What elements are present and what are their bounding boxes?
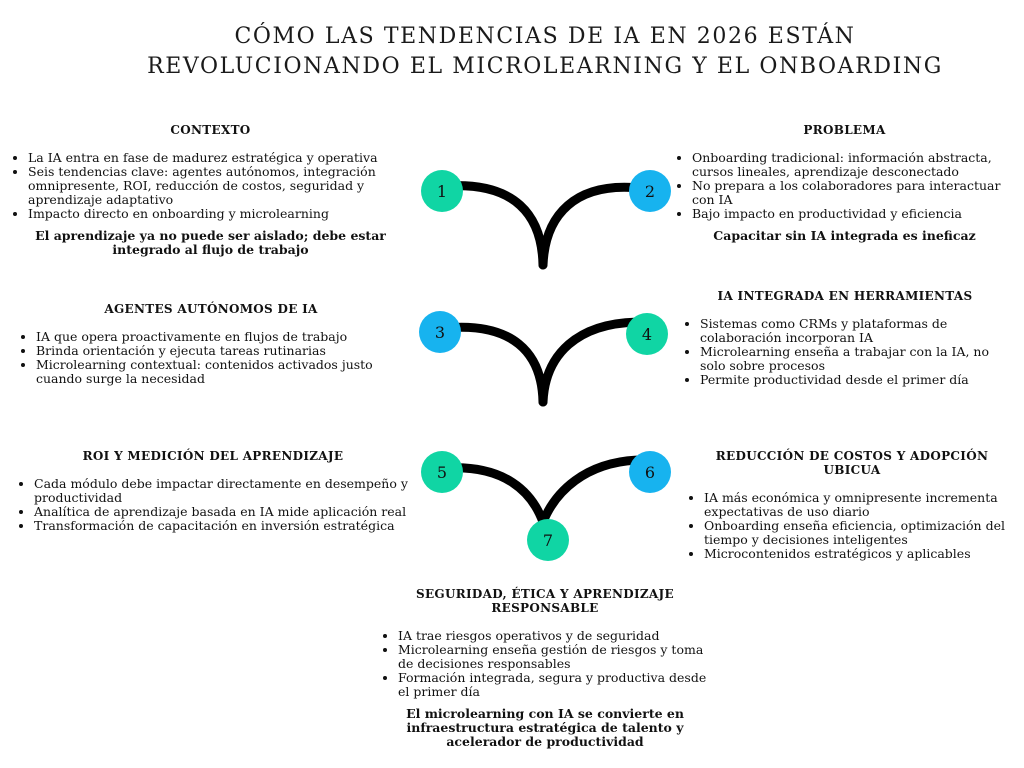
bullet-item: • Cada módulo debe impactar directamente en desempeño y productividad	[34, 477, 412, 505]
step-6-circle	[629, 451, 671, 493]
bullet-item: • Onboarding enseña eficiencia, optimización del tiempo y decisiones inteligentes	[704, 519, 1020, 547]
bullet-item: • Permite productividad desde el primer día	[700, 373, 1010, 387]
section-heading: CONTEXTO	[170, 123, 251, 137]
bullet-item: • Sistemas como CRMs y plataformas de colaboración incorporan IA	[700, 317, 1010, 345]
section-seguridad	[378, 587, 712, 749]
bullet-item: • Onboarding tradicional: información abstracta, cursos lineales, aprendizaje desconectado	[692, 151, 1017, 179]
step-2-circle	[629, 170, 671, 212]
section-summary: Capacitar sin IA integrada es ineficaz	[713, 228, 976, 243]
section-heading: IA INTEGRADA EN HERRAMIENTAS	[717, 289, 973, 303]
bullet-item: • La IA entra en fase de madurez estratégica y operativa	[28, 151, 413, 165]
bullet-item: • Microlearning enseña gestión de riesgos y toma de decisiones responsables	[398, 643, 712, 671]
bullet-item: • Microcontenidos estratégicos y aplicables	[704, 547, 1020, 561]
section-heading: REDUCCIÓN DE COSTOS Y ADOPCIÓN UBICUA	[715, 449, 989, 477]
step-5-number: 5	[436, 462, 448, 482]
section-agentes	[16, 302, 406, 386]
connector-curve-6-7	[543, 460, 639, 522]
step-7-number: 7	[542, 530, 554, 550]
bullet-item: • IA trae riesgos operativos y de seguridad	[398, 629, 712, 643]
bullet-item: • Analítica de aprendizaje basada en IA mide aplicación real	[34, 505, 412, 519]
bullet-item: • Impacto directo en onboarding y microlearning	[28, 207, 413, 221]
bullet-item: • Brinda orientación y ejecuta tareas rutinarias	[36, 344, 406, 358]
step-5-circle	[421, 451, 463, 493]
step-3-circle	[419, 311, 461, 353]
step-1-number: 1	[436, 181, 448, 201]
step-7-circle	[527, 519, 569, 561]
section-heading: AGENTES AUTÓNOMOS DE IA	[104, 302, 318, 316]
title-line-2: REVOLUCIONANDO EL MICROLEARNING Y EL ONBOARDING	[147, 54, 943, 79]
bullet-item: • IA más económica y omnipresente incrementa expectativas de uso diario	[704, 491, 1020, 519]
section-heading: PROBLEMA	[803, 123, 886, 137]
section-herramientas	[680, 289, 1010, 387]
bullet-item: • Bajo impacto en productividad y eficiencia	[692, 207, 1017, 221]
section-heading: SEGURIDAD, ÉTICA Y APRENDIZAJE RESPONSABLE	[416, 587, 674, 615]
step-4-number: 4	[641, 324, 653, 344]
connector-curve-1-2-right	[543, 187, 639, 265]
bullet-item: • No prepara a los colaboradores para interactuar con IA	[692, 179, 1017, 207]
section-contexto	[8, 123, 413, 257]
bullet-item: • Transformación de capacitación en inversión estratégica	[34, 519, 412, 533]
section-problema	[672, 123, 1017, 243]
step-4-circle	[626, 313, 668, 355]
bullet-item: • Microlearning contextual: contenidos activados justo cuando surge la necesidad	[36, 358, 406, 386]
title-line-1: CÓMO LAS TENDENCIAS DE IA EN 2026 ESTÁN	[234, 24, 856, 49]
bullet-item: • IA que opera proactivamente en flujos de trabajo	[36, 330, 406, 344]
bullet-item: • Microlearning enseña a trabajar con la IA, no solo sobre procesos	[700, 345, 1010, 373]
step-2-number: 2	[644, 181, 656, 201]
step-1-circle	[421, 170, 463, 212]
section-summary: El aprendizaje ya no puede ser aislado; debe estar integrado al flujo de trabajo	[35, 228, 386, 257]
section-summary: El microlearning con IA se convierte en infraestructura estratégica de talento y acelerador de productividad	[406, 706, 684, 749]
bullet-item: • Seis tendencias clave: agentes autónomos, integración omnipresente, ROI, reducción de costos, seguridad y aprendizaje adaptativo	[28, 165, 413, 207]
bullet-item: • Formación integrada, segura y productiva desde el primer día	[398, 671, 712, 699]
step-3-number: 3	[434, 322, 446, 342]
section-heading: ROI Y MEDICIÓN DEL APRENDIZAJE	[82, 449, 344, 463]
section-roi	[14, 449, 412, 533]
step-6-number: 6	[644, 462, 656, 482]
section-costos	[684, 449, 1020, 561]
